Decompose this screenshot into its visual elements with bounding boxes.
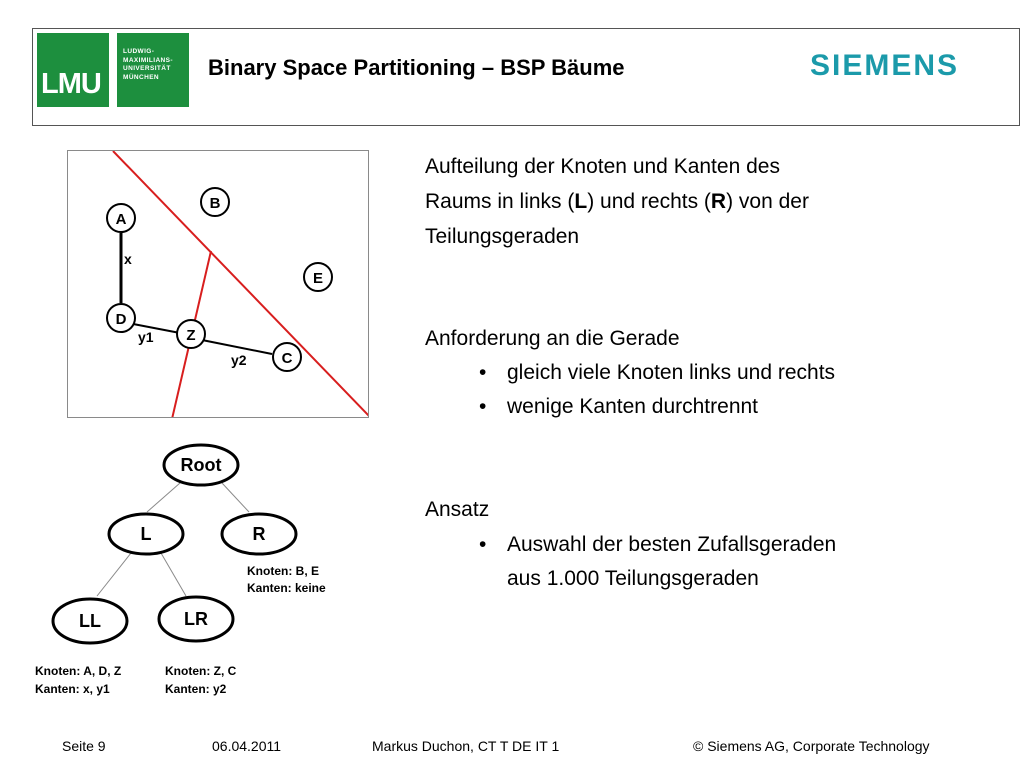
footer-author: Markus Duchon, CT T DE IT 1	[372, 738, 560, 754]
para3-heading: Ansatz	[425, 498, 490, 521]
page-title: Binary Space Partitioning – BSP Bäume	[208, 55, 625, 80]
tree-edge-l-lr	[161, 553, 186, 596]
para1-line3: Teilungsgeraden	[425, 225, 580, 248]
tree-edge-l-ll	[97, 553, 131, 596]
edge-y2-label: y2	[231, 352, 247, 368]
lmu-subtext-line: MÜNCHEN	[123, 73, 160, 81]
node-b	[201, 188, 229, 216]
lr-nodes-info: Knoten: Z, C	[165, 664, 237, 678]
tree-node-ll-label: LL	[79, 611, 101, 631]
bsp-tree-svg	[30, 440, 360, 705]
tree-node-lr-label: LR	[184, 609, 208, 629]
bsp-diagram-svg	[68, 151, 369, 418]
tree-node-r	[222, 514, 296, 554]
para1-line1: Aufteilung der Knoten und Kanten des	[425, 155, 780, 178]
bullet-dot: •	[479, 361, 487, 384]
siemens-logo: SIEMENS	[810, 49, 960, 82]
node-e-label: E	[312, 270, 324, 287]
ll-edges-info: Kanten: x, y1	[35, 682, 110, 696]
para2-bullet-2-text: wenige Kanten durchtrennt	[507, 395, 759, 418]
tree-edge-root-r	[222, 483, 249, 512]
tree-node-ll	[53, 599, 127, 643]
node-a	[107, 204, 135, 232]
node-z-label: Z	[186, 327, 196, 344]
lmu-subtext-line: MAXIMILIANS-	[123, 56, 173, 64]
node-e	[304, 263, 332, 291]
para2-bullet-1-text: gleich viele Knoten links und rechts	[507, 361, 836, 384]
para3-bullet-1-line1: Auswahl der besten Zufallsgeraden	[507, 533, 837, 556]
node-c	[273, 343, 301, 371]
ll-nodes-info: Knoten: A, D, Z	[35, 664, 122, 678]
bullet-dot: •	[479, 533, 487, 556]
lmu-subtext-line: UNIVERSITÄT	[123, 65, 171, 73]
lr-edges-info: Kanten: y2	[165, 682, 227, 696]
node-b-label: B	[209, 195, 221, 212]
tree-node-root	[164, 445, 238, 485]
para1-line2-after: ) von der	[726, 190, 809, 213]
edge-y1-label: y1	[138, 329, 154, 345]
lmu-logo-subtext	[117, 33, 189, 107]
para3-bullet-1-line2: aus 1.000 Teilungsgeraden	[507, 567, 759, 590]
right-marker: R	[710, 190, 727, 213]
footer-copyright: © Siemens AG, Corporate Technology	[693, 738, 930, 754]
tree-edge-root-l	[147, 483, 180, 512]
r-nodes-info: Knoten: B, E	[247, 564, 319, 578]
header-bar	[32, 28, 1020, 126]
para1-line2-mid: ) und rechts (	[587, 190, 711, 213]
r-edges-info: Kanten: keine	[247, 581, 326, 595]
tree-node-l-label: L	[140, 524, 152, 544]
footer-date: 06.04.2011	[212, 738, 282, 754]
lmu-logo	[37, 33, 109, 107]
bullet-dot: •	[479, 395, 487, 418]
node-z	[177, 320, 205, 348]
node-c-label: C	[281, 350, 293, 367]
tree-node-lr	[159, 597, 233, 641]
tree-node-root-label: Root	[180, 455, 222, 475]
node-a-label: A	[115, 211, 127, 228]
edge-x-label: x	[124, 251, 132, 267]
bsp-tree	[30, 440, 360, 705]
node-d	[107, 304, 135, 332]
left-marker: L	[574, 190, 588, 213]
edge-y1	[128, 323, 180, 333]
para1-line2-before: Raums in links (	[425, 190, 575, 213]
para2-heading: Anforderung an die Gerade	[425, 327, 680, 350]
tree-node-r-label: R	[252, 524, 266, 544]
lmu-logo-text: LMU	[41, 68, 101, 100]
footer-page: Seite 9	[62, 738, 106, 754]
bsp-diagram	[67, 150, 369, 418]
tree-node-l	[109, 514, 183, 554]
para1-line2	[425, 185, 809, 219]
lmu-subtext-line: LUDWIG-	[123, 48, 155, 55]
node-d-label: D	[115, 311, 127, 328]
